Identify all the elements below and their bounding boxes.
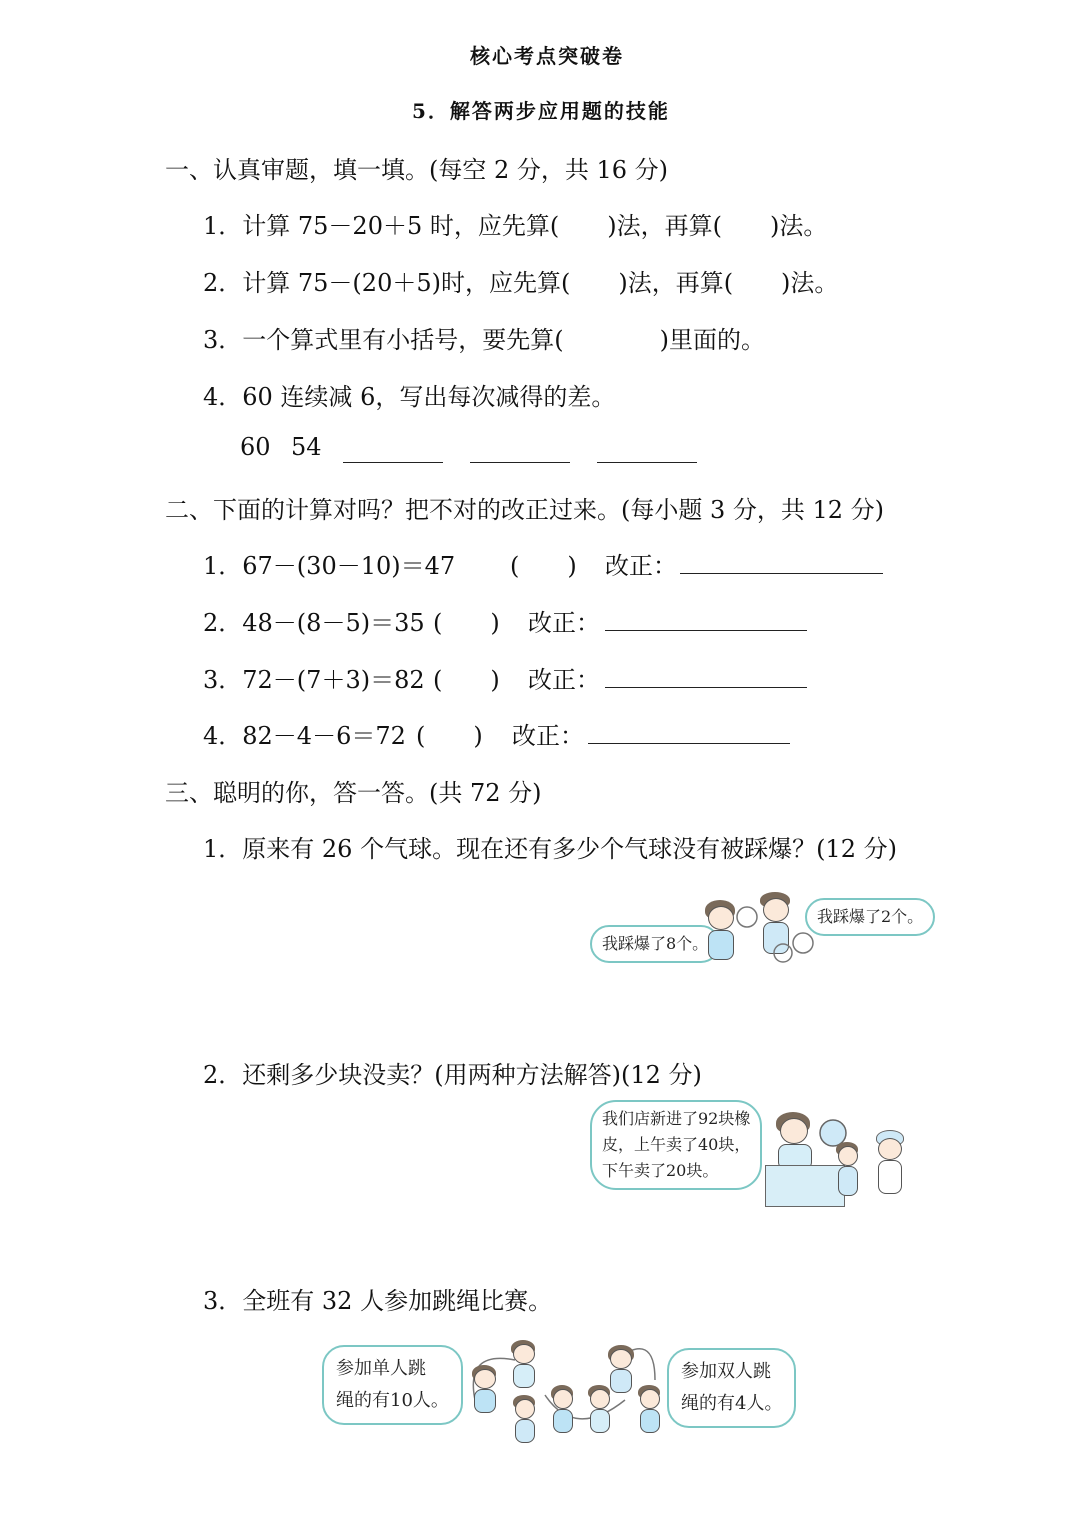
child-illustration <box>833 1142 863 1202</box>
speech-bubble: 参加单人跳 绳的有10人。 <box>322 1345 463 1425</box>
girl-illustration <box>548 1385 578 1435</box>
shopkeeper-illustration <box>770 1112 820 1172</box>
answer-blank[interactable] <box>597 462 697 463</box>
answer-blank[interactable] <box>470 462 570 463</box>
speech-bubble: 我踩爆了8个。 <box>590 925 720 963</box>
section2-item-1-expression: 1．67－(30－10)＝47 <box>203 552 456 580</box>
sequence-value-54: 54 <box>291 433 322 461</box>
section1-heading: 一、认真审题，填一填。(每空 2 分，共 16 分) <box>165 156 669 184</box>
balloon-icon <box>735 905 815 965</box>
section2-item-1-fix-label: 改正： <box>605 552 677 580</box>
section2-item-4-fix-label: 改正： <box>512 722 584 750</box>
sequence-value-60: 60 <box>240 433 271 461</box>
section2-item-3-fix-label: 改正： <box>528 666 600 694</box>
section2-item-4-judgement[interactable]: ( ) <box>416 722 483 750</box>
section2-item-2-judgement[interactable]: ( ) <box>433 609 500 637</box>
correction-blank[interactable] <box>605 687 807 688</box>
section2-item-2-expression: 2．48－(8－5)＝35 <box>203 609 425 637</box>
girl-illustration <box>700 900 740 965</box>
speech-bubble: 参加双人跳 绳的有4人。 <box>667 1348 796 1428</box>
girl-illustration <box>508 1340 540 1390</box>
section1-question-4: 4．60 连续减 6，写出每次减得的差。 <box>203 383 616 411</box>
page-title: 核心考点突破卷 <box>470 44 624 68</box>
section3-heading: 三、聪明的你，答一答。(共 72 分) <box>165 779 542 807</box>
child-with-cap-illustration <box>872 1130 908 1198</box>
correction-blank[interactable] <box>605 630 807 631</box>
girl-illustration <box>605 1345 637 1395</box>
section2-heading: 二、下面的计算对吗？把不对的改正过来。(每小题 3 分，共 12 分) <box>165 496 885 524</box>
correction-blank[interactable] <box>680 573 883 574</box>
section1-question-2: 2．计算 75－(20＋5)时，应先算( )法，再算( )法。 <box>203 269 839 297</box>
answer-blank[interactable] <box>343 462 443 463</box>
section2-item-2-fix-label: 改正： <box>528 609 600 637</box>
page-subtitle: 5．解答两步应用题的技能 <box>412 99 670 123</box>
boy-illustration <box>510 1395 540 1445</box>
section1-question-3: 3．一个算式里有小括号，要先算( )里面的。 <box>203 326 765 354</box>
section3-question-3: 3．全班有 32 人参加跳绳比赛。 <box>203 1287 553 1315</box>
section2-item-3-expression: 3．72－(7＋3)＝82 <box>203 666 425 694</box>
speech-bubble: 我们店新进了92块橡 皮，上午卖了40块， 下午卖了20块。 <box>590 1100 762 1190</box>
boy-illustration <box>635 1385 665 1435</box>
correction-blank[interactable] <box>588 743 790 744</box>
section3-question-1: 1．原来有 26 个气球。现在还有多少个气球没有被踩爆？(12 分) <box>203 835 897 863</box>
section3-question-2: 2．还剩多少块没卖？(用两种方法解答)(12 分) <box>203 1061 702 1089</box>
girl-illustration <box>470 1365 500 1415</box>
section1-question-1: 1．计算 75－20＋5 时，应先算( )法，再算( )法。 <box>203 212 828 240</box>
section2-item-3-judgement[interactable]: ( ) <box>433 666 500 694</box>
speech-bubble: 我踩爆了2个。 <box>805 898 935 936</box>
section2-item-4-expression: 4．82－4－6＝72 <box>203 722 406 750</box>
section2-item-1-judgement[interactable]: ( ) <box>510 552 577 580</box>
